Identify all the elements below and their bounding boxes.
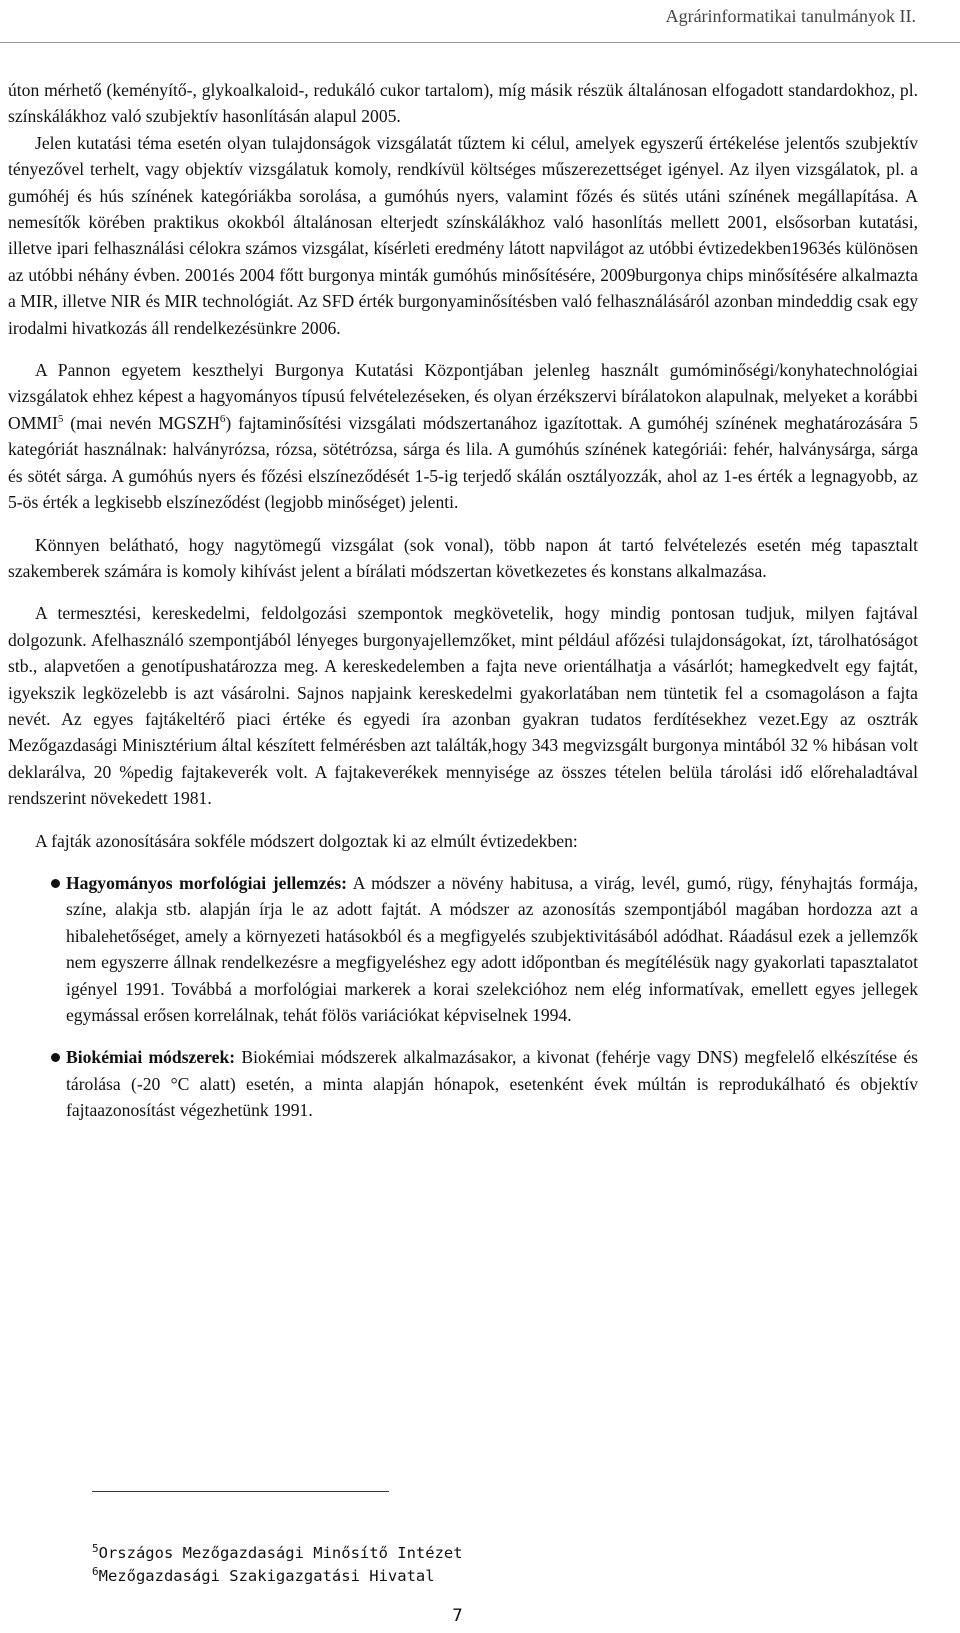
paragraph-5: A termesztési, kereskedelmi, feldolgozási szempontok megkövetelik, hogy mindig pontosan tudjuk, milyen fajtával dolgozunk. Afelhasználó szempontjából lényeges burgonyajellemzőket, mint például afőzési tulajdonságokat, ízt, tárolhatóságot stb., alapvetően a genotípushatározza meg. A kereskedelemben a fajta neve orientálhatja a vásárlót; hamegkedvelt egy fajtát, igyekszik legközelebb is azt vásárolni. Sajnos napjaink kereskedelmi gyakorlatában nem tüntetik fel a csomagoláson a fajta nevét. Az egyes fajtákeltérő piaci értéke és egyedi íra azonban gyakran tudatos ferdítésekhez vezet.Egy az osztrák Mezőgazdasági Minisztérium által készített felmérésben azt találták,hogy 343 megvizsgált burgonya mintából 32 % hibásan volt deklarálva, 20 %pedig fajtakeverék volt. A fajtakeverékek mennyisége az összes tételen belüla tárolási idő előrehaladtával rendszerint növekedett 1981. bbox=[8, 603, 918, 809]
list-item-term: Hagyományos morfológiai jellemzés: bbox=[66, 872, 348, 893]
footnote-divider bbox=[92, 1491, 389, 1492]
paragraph-1: úton mérhető (keményítő-, glykoalkaloid-, redukáló cukor tartalom), míg másik részük általánosan elfogadott standardokhoz, pl. színskálákhoz való szubjektív hasonlításán alapul 2005. bbox=[8, 80, 918, 127]
footnote-text: Mezőgazdasági Szakigazgatási Hivatal bbox=[98, 1567, 435, 1585]
page-number: 7 bbox=[452, 1606, 463, 1626]
header-divider bbox=[0, 42, 960, 43]
bullet-icon bbox=[51, 879, 60, 888]
footnotes bbox=[92, 1542, 463, 1588]
method-list bbox=[8, 870, 918, 1124]
footnote-ref-6[interactable]: 6 bbox=[219, 413, 226, 426]
paragraph-3-part-b: (mai nevén MGSZH bbox=[63, 412, 220, 433]
footnote-ref-5[interactable]: 5 bbox=[57, 413, 64, 426]
footnote-number: 5 bbox=[92, 1541, 99, 1555]
footnote-number: 6 bbox=[92, 1564, 99, 1578]
running-header: Agrárinformatikai tanulmányok II. bbox=[665, 6, 916, 26]
footnote-item bbox=[92, 1565, 463, 1588]
paragraph-3-part-a: A Pannon egyetem keszthelyi Burgonya Kutatási Központjában jelenleg használt gumóminőségi/konyhatechnológiai vizsgálatok ehhez képest a hagyományos típusú felvételezéseken, és olyan érzékszervi bírálatokon alapulnak, melyeket a korábbi OMMI bbox=[8, 360, 918, 433]
paragraph-6: A fajták azonosítására sokféle módszert dolgoztak ki az elmúlt évtizedekben: bbox=[35, 830, 578, 851]
bullet-icon bbox=[51, 1053, 60, 1062]
paragraph-4: Könnyen belátható, hogy nagytömegű vizsgálat (sok vonal), több napon át tartó felvételezés esetén még tapasztalt szakemberek számára is komoly kihívást jelent a bírálati módszertan következetes és konstans alkalmazása. bbox=[8, 534, 918, 581]
body-text bbox=[8, 77, 918, 1124]
list-item-text: Biokémiai módszerek alkalmazásakor, a kivonat (fehérje vagy DNS) megfelelő elkészítése és tárolása (-20 °C alatt) esetén, a minta alapján hónapok, esetenként évek múltán is reprodukálható és objektív fajtaazonosítást végezhetünk 1991. bbox=[66, 1047, 918, 1121]
footnote-item bbox=[92, 1542, 463, 1565]
list-item bbox=[8, 1044, 918, 1123]
footnote-text: Országos Mezőgazdasági Minősítő Intézet bbox=[98, 1544, 463, 1562]
list-item bbox=[8, 870, 918, 1028]
paragraph-3-part-c: ) fajtaminősítési vizsgálati módszertanához igazítottak. A gumóhéj színének meghatározására 5 kategóriát használnak: halványrózsa, rózsa, sötétrózsa, sárga és lila. A gumóhús színének kategóriái: fehér, halványsárga, sárga és sötét sárga. A gumóhús nyers és főzési elszíneződését 1-5-ig terjedő skálán osztályozzák, ahol az 1-es érték a legnagyobb, az 5-ös érték a legkisebb elszíneződést (legjobb minőséget) jelenti. bbox=[8, 412, 918, 513]
list-item-term: Biokémiai módszerek: bbox=[66, 1047, 236, 1068]
paragraph-3 bbox=[8, 357, 918, 515]
list-item-text: A módszer a növény habitusa, a virág, levél, gumó, rügy, fényhajtás formája, színe, alakja stb. alapján írja le az adott fajtát. A módszer az azonosítás szempontjából magában hordozza azt a hibalehetőséget, amely a környezeti hatásokból és a megfigyelés szubjektivitásából adódhat. Ráadásul ezek a jellemzők nem egyszerre állnak rendelkezésre a megfigyeléshez egy adott időpontban és megítélésük nagy gyakorlati tapasztalatot igényel 1991. Továbbá a morfológiai markerek a korai szelekcióhoz nem elég informatívak, emellett egyes jellegek egymással erősen korrelálnak, tehát fölös variációkat képviselnek 1994. bbox=[66, 872, 918, 1025]
paragraph-2: Jelen kutatási téma esetén olyan tulajdonságok vizsgálatát tűztem ki célul, amelyek egyszerű értékelése jelentős szubjektív tényezővel terhelt, vagy objektív vizsgálatuk komoly, rendkívül költséges műszerezettséget igényel. Az ilyen vizsgálatok, pl. a gumóhéj és hús színének kategóriákba sorolása, a gumóhús nyers, valamint főzés és sütés utáni színének megállapítása. A nemesítők körében praktikus okokból általánosan elterjedt színskálákhoz való hasonlítás mellett 2001, elsősorban kutatási, illetve ipari felhasználási célokra számos vizsgálat, kísérleti eredmény látott napvilágot az utóbbi évtizedekben1963és különösen az utóbbi néhány évben. 2001és 2004 főtt burgonya minták gumóhús minősítésére, 2009burgonya chips minősítésére alkalmazta a MIR, illetve NIR és MIR technológiát. Az SFD érték burgonyaminősítésben való felhasználásáról azonban mindeddig csak egy irodalmi hivatkozás áll rendelkezésünkre 2006. bbox=[8, 132, 918, 338]
